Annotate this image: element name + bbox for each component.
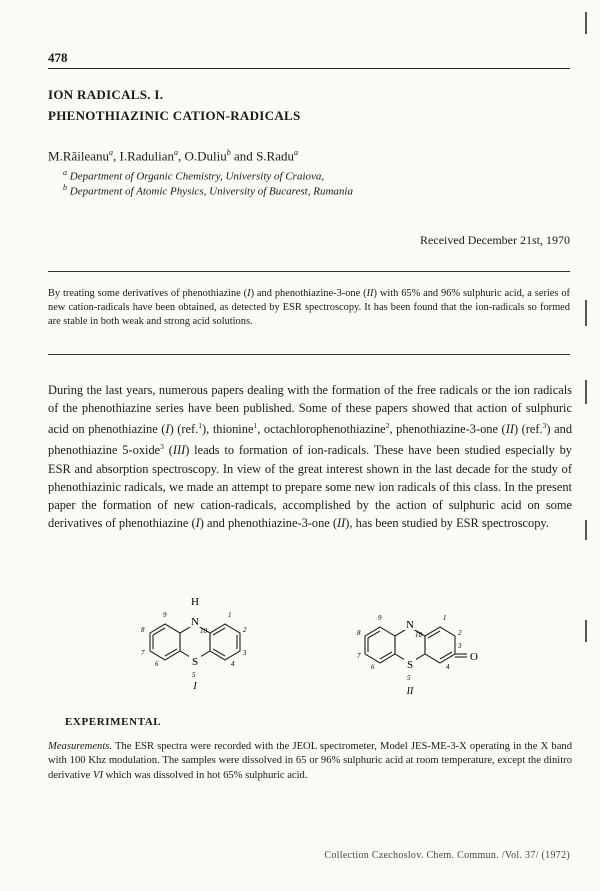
svg-text:9: 9 (378, 614, 382, 622)
svg-text:4: 4 (446, 663, 450, 671)
svg-text:6: 6 (155, 660, 159, 668)
author-mark: a (109, 148, 114, 157)
svg-text:2: 2 (458, 629, 462, 637)
svg-text:3: 3 (243, 649, 247, 657)
author-mark: b (226, 148, 231, 157)
author-name: O.Duliu (184, 148, 227, 164)
affiliation-text: Department of Atomic Physics, University of Bucarest, Rumania (69, 185, 353, 198)
paper-title-line1: ION RADICALS. I. (48, 87, 164, 102)
affiliation-text: Department of Organic Chemistry, University of Craiova, (69, 170, 325, 183)
paper-title-line2: PHENOTHIAZINIC CATION-RADICALS (48, 108, 301, 123)
author-and: and (234, 148, 253, 164)
structure-phenothiazinone (352, 598, 502, 698)
abstract-bottom-rule (48, 354, 570, 355)
n-atom: N (191, 616, 199, 628)
author-name: M.Răileanu (48, 148, 110, 164)
affiliation (63, 168, 324, 183)
author-mark: a (174, 148, 179, 157)
affiliation-mark: b (63, 183, 67, 192)
author-name: I.Radulian (119, 148, 175, 164)
svg-text:3: 3 (458, 642, 462, 650)
abstract-top-rule (48, 271, 570, 272)
author-name: S.Radu (256, 148, 294, 164)
experimental-paragraph: Measurements. The ESR spectra were recorded with the JEOL spectrometer, Model JES-ME-3-X operating in the X band with 100 Khz modulation. The samples were dissolved in 65 or 96% sulphuric acid at room temperature, except the dinitro derivative VI which was dissolved in hot 65% sulphuric acid. (48, 741, 572, 781)
header-rule (48, 68, 570, 69)
svg-text:9: 9 (163, 611, 167, 619)
svg-text:1: 1 (228, 611, 232, 619)
svg-text:4: 4 (231, 660, 235, 668)
svg-text:7: 7 (357, 652, 361, 660)
structure-label: II (406, 686, 414, 697)
received-date: Received December 21st, 1970 (420, 233, 570, 247)
page-number: 478 (48, 50, 68, 65)
affiliation-mark: a (63, 168, 67, 177)
structure-phenothiazine (125, 592, 265, 692)
journal-footer: Collection Czechoslov. Chem. Commun. /Vol. 37/ (1972) (324, 850, 570, 861)
svg-text:10: 10 (200, 627, 207, 635)
abstract: By treating some derivatives of phenothiazine (I) and phenothiazine-3-one (II) with 65% and 96% sulphuric acid, a series of new cation-radicals have been obtained, as detected by ESR spectroscopy. It has been found that the ion-radicals so formed are stable in both weak and strong acid solutions. (48, 288, 570, 327)
svg-text:8: 8 (141, 626, 145, 634)
author-list: M.Răileanu$^a$, I.Radulian$^a$, O.Duliu$^b$ and S.Radu$^a$ (48, 148, 298, 164)
author-mark: a (293, 148, 298, 157)
svg-text:5: 5 (407, 674, 411, 682)
svg-text:8: 8 (357, 629, 361, 637)
svg-text:6: 6 (371, 663, 375, 671)
body-paragraph: During the last years, numerous papers dealing with the formation of the free radicals or the ion radicals of the phenothiazine series have been published. Some of these papers showed that action of sulphuric acid on phenothiazine (I) (ref.$^1$), thionine$^1$, octachlorophenothiazine$^2$, phenothiazine-3-one (II) (ref.$^3$) and phenothiazine 5-oxide$^3$ (III) leads to formation of ion-radicals. These have been studied especially by ESR and absorption spectroscopy. In view of the great interest shown in the last decade for the study of phenothiazinic radicals, we made an attempt to prepare some new ion radicals of this class. In the present paper the formation of new cation-radicals, accomplished by the action of sulphuric acid on some derivatives of phenothiazine (I) and phenothiazine-3-one (II), has been studied by ESR spectroscopy. (48, 383, 573, 530)
svg-text:10: 10 (415, 631, 422, 639)
svg-text:5: 5 (192, 671, 196, 679)
s-atom: S (191, 656, 199, 668)
h-atom: H (191, 596, 199, 608)
svg-text:7: 7 (141, 649, 145, 657)
scan-margin-mark (585, 520, 587, 540)
scan-margin-mark (585, 620, 587, 642)
s-atom: S (406, 659, 414, 671)
affiliation (63, 183, 353, 198)
scan-margin-mark (585, 300, 587, 326)
structure-label: I (193, 681, 197, 692)
svg-text:2: 2 (243, 626, 247, 634)
scan-margin-mark (585, 380, 587, 404)
svg-text:1: 1 (443, 614, 447, 622)
n-atom: N (406, 619, 414, 631)
scan-margin-mark (585, 12, 587, 34)
o-atom: O (470, 651, 478, 663)
section-heading: EXPERIMENTAL (65, 716, 162, 728)
